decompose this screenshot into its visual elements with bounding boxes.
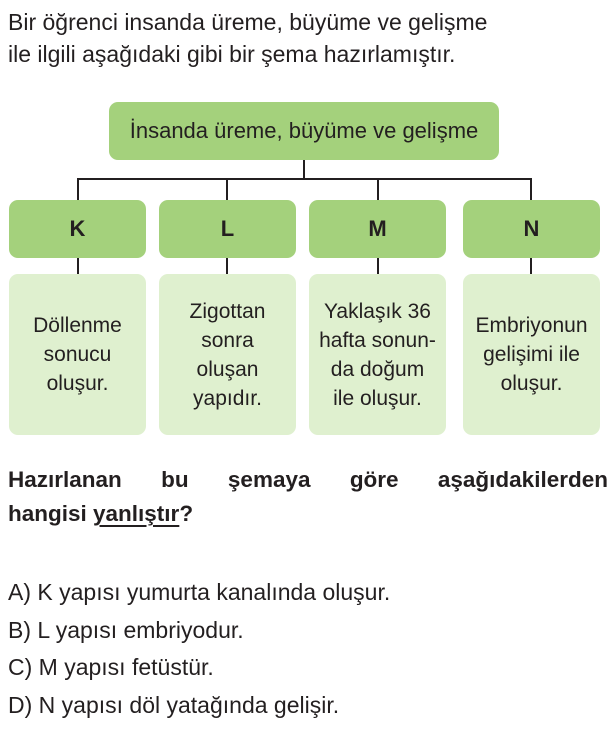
branch-drop-m xyxy=(377,178,379,200)
option-c[interactable]: C) M yapısı fetüstür. xyxy=(8,654,214,680)
description-line: gelişimi ile xyxy=(483,343,580,366)
question-mark: ? xyxy=(179,501,194,526)
description-line: da doğum xyxy=(330,357,425,381)
question-emphasis: yanlıştır xyxy=(93,501,180,526)
description-line: oluşur. xyxy=(46,372,109,395)
question-word: Hazırlanan xyxy=(8,467,122,492)
branch-drop-k xyxy=(77,178,79,200)
intro-line-2: ile ilgili aşağıdaki gibi bir şema hazırlamıştır. xyxy=(8,41,456,67)
question-word: göre xyxy=(349,467,399,492)
question-prefix: hangisi xyxy=(8,501,94,526)
description-line: oluşan xyxy=(196,357,259,381)
description-line: sonra xyxy=(201,328,254,352)
description-box-n xyxy=(463,274,600,435)
letter-box-n: N xyxy=(463,200,600,258)
description-line: ile oluşur. xyxy=(333,386,422,410)
description-line: hafta sonun- xyxy=(319,328,436,352)
description-line: Yaklaşık 36 xyxy=(323,299,431,323)
description-line: Embriyonun xyxy=(475,314,588,337)
description-box-m xyxy=(309,274,446,435)
intro-line-1: Bir öğrenci insanda üreme, büyüme ve gelişme xyxy=(8,9,488,35)
description-line: Döllenme xyxy=(33,314,122,337)
stem-l xyxy=(226,258,228,274)
description-line: sonucu xyxy=(43,343,112,366)
option-b[interactable]: B) L yapısı embriyodur. xyxy=(8,616,244,643)
question-word: şemaya xyxy=(227,467,311,492)
diagram-root-box: İnsanda üreme, büyüme ve gelişme xyxy=(109,102,499,160)
description-line: oluşur. xyxy=(500,372,563,395)
root-stem-line xyxy=(303,160,305,179)
option-d[interactable]: D) N yapısı döl yatağında gelişir. xyxy=(8,691,340,718)
branch-drop-n xyxy=(530,178,532,200)
stem-m xyxy=(377,258,379,274)
question-text xyxy=(8,463,608,531)
stem-k xyxy=(77,258,79,274)
letter-box-l: L xyxy=(159,200,296,258)
description-line: yapıdır. xyxy=(193,386,262,410)
intro-text xyxy=(8,6,608,70)
description-line: Zigottan xyxy=(189,299,266,323)
question-line-2 xyxy=(8,497,608,531)
question-line-1 xyxy=(8,463,608,497)
description-box-k xyxy=(9,274,146,435)
branch-line xyxy=(77,178,532,180)
stem-n xyxy=(530,258,532,274)
branch-drop-l xyxy=(226,178,228,200)
question-word: aşağıdakilerden xyxy=(437,467,608,492)
answer-options xyxy=(8,574,608,724)
option-a[interactable]: A) K yapısı yumurta kanalında oluşur. xyxy=(8,579,391,605)
question-word: bu xyxy=(161,467,189,492)
description-box-l xyxy=(159,274,296,435)
letter-box-k: K xyxy=(9,200,146,258)
letter-box-m: M xyxy=(309,200,446,258)
